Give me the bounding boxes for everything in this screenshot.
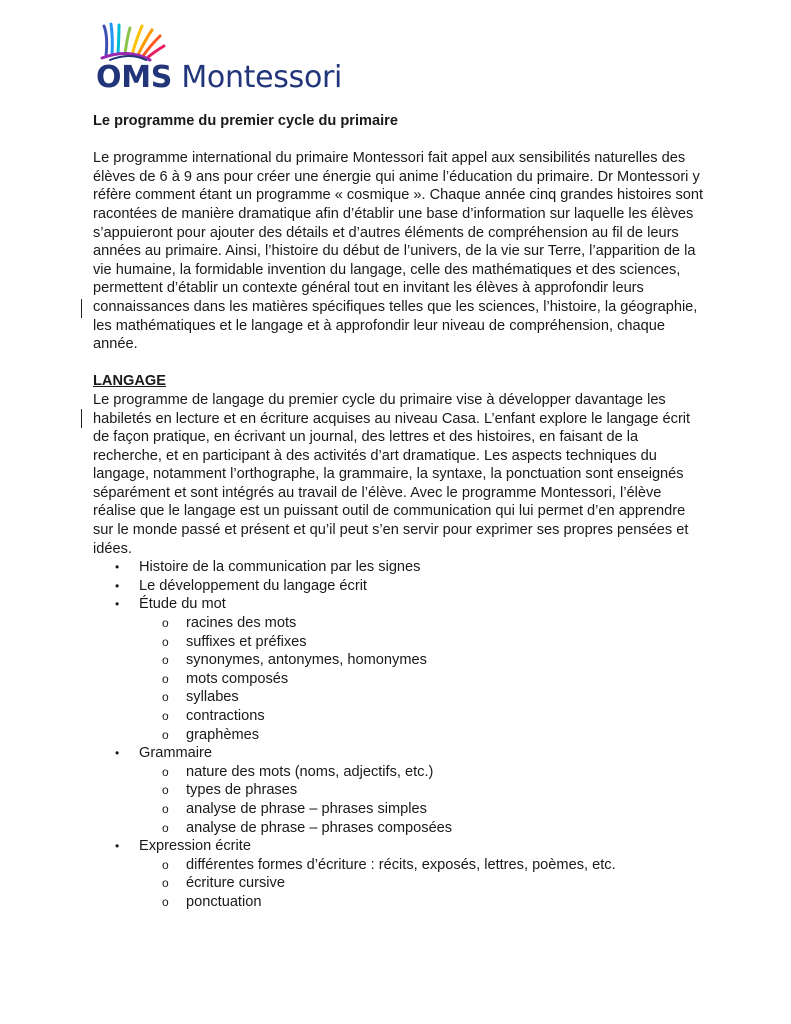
logo-montessori-text: Montessori [181,60,343,95]
circle-bullet-icon: o [162,894,169,909]
logo-wordmark [96,60,342,96]
sub-bullet-list [139,763,705,837]
sub-bullet-item [93,651,705,670]
sub-bullet-item [93,670,705,689]
circle-bullet-icon: o [162,801,169,816]
sub-bullet-list [139,856,705,912]
bullet-icon: • [115,560,120,575]
bullet-label: Le développement du langage écrit [139,577,367,594]
bullet-icon: • [115,746,120,761]
section-heading-langage: LANGAGE [93,373,166,390]
sub-bullet-item [93,614,705,633]
circle-bullet-icon: o [162,709,169,723]
edit-change-bar [81,299,82,318]
sub-bullet-label: racines des mots [186,615,297,632]
sub-bullet-label: ponctuation [186,893,262,910]
sub-bullet-item [93,800,705,819]
sub-bullet-label: contractions [186,708,265,724]
sub-bullet-label: mots composés [186,670,289,687]
sub-bullet-list [139,614,705,744]
logo-oms-text: OMS [96,60,173,95]
bullet-item [93,577,705,596]
sub-bullet-item [93,893,705,912]
spacer [93,131,705,150]
spacer [93,354,705,373]
bullet-icon: • [115,597,120,612]
bullet-label: Grammaire [139,745,212,762]
bullet-icon: • [115,839,120,854]
sub-bullet-label: syllabes [186,689,239,706]
circle-bullet-icon: o [162,671,169,686]
sub-bullet-item [93,781,705,800]
sub-bullet-item [93,819,705,838]
sub-bullet-label: types de phrases [186,782,298,799]
circle-bullet-icon: o [162,690,169,705]
circle-bullet-icon: o [162,820,169,835]
bullet-item [93,558,705,577]
sub-bullet-item [93,874,705,893]
bullet-label: Étude du mot [139,596,226,613]
sub-bullet-label: synonymes, antonymes, homonymes [186,652,427,669]
topic-bullet-list [93,558,705,911]
sub-bullet-item [93,763,705,782]
bullet-label: Expression écrite [139,838,251,855]
document-title: Le programme du premier cycle du primaire [93,113,398,129]
bullet-item [93,744,705,837]
circle-bullet-icon: o [162,653,169,668]
bullet-icon: • [115,578,120,593]
bullet-label: Histoire de la communication par les signes [139,559,421,576]
sub-bullet-item [93,633,705,652]
oms-montessori-logo [96,22,343,97]
sub-bullet-label: graphèmes [186,726,260,743]
circle-bullet-icon: o [162,783,169,798]
sub-bullet-label: analyse de phrase – phrases composées [186,819,453,836]
rainbow-hands-icon [98,22,168,62]
sub-bullet-item [93,726,705,745]
circle-bullet-icon: o [162,857,169,872]
langage-paragraph: Le programme de langage du premier cycle du primaire vise à développer davantage les habiletés en lecture et en écriture acquises au niveau Casa. L’enfant explore le langage écrit de façon pratique, en écrivant un journal, des lettres et des histoires, en faisant de la recherche, et en participant à des activités d’art dramatique. Les aspects techniques du langage, notamment l’orthographe, la grammaire, la syntaxe, la ponctuation sont enseignés séparément et sont intégrés au travail de l’élève. Avec le programme Montessori, l’élève réalise que le langage est un puissant outil de communication qui lui permet d’en apprendre sur le monde passé et présent et qu’il peut s’en servir pour exprimer ses propres pensées et idées. [93,391,691,557]
sub-bullet-label: nature des mots (noms, adjectifs, etc.) [186,763,434,780]
bullet-item [93,837,705,911]
document-body [93,112,705,912]
sub-bullet-label: suffixes et préfixes [186,633,307,650]
sub-bullet-item [93,707,705,726]
sub-bullet-label: écriture cursive [186,875,285,892]
circle-bullet-icon: o [162,876,169,891]
sub-bullet-label: différentes formes d’écriture : récits, exposés, lettres, poèmes, etc. [186,856,616,873]
edit-change-bar [81,409,82,428]
intro-paragraph: Le programme international du primaire Montessori fait appel aux sensibilités naturelles des élèves de 6 à 9 ans pour créer une énergie qui anime l’éducation du primaire. Dr Montessori y réfère comment étant un programme « cosmique ». Chaque année cinq grandes histoires sont racontées de manière dramatique afin d’établir une base d’information sur laquelle les élèves s’appuieront pour ajouter des détails et d’autres éléments de compréhension au fil de leurs années au primaire. Ainsi, l’histoire du début de l’univers, de la vie sur Terre, l’apparition de la vie humaine, la formidable invention du langage, celle des mathématiques et des sciences, permettent d’établir un contexte général tout en invitant les élèves à approfondir leurs connaissances dans les matières spécifiques telles que les sciences, l’histoire, la géographie, les mathématiques et le langage et à approfondir leur niveau de compréhension, chaque année. [93,150,704,353]
circle-bullet-icon: o [162,616,169,631]
sub-bullet-item [93,688,705,707]
bullet-item [93,595,705,744]
circle-bullet-icon: o [162,764,169,779]
circle-bullet-icon: o [162,634,169,649]
circle-bullet-icon: o [162,727,169,742]
sub-bullet-label: analyse de phrase – phrases simples [186,800,427,817]
sub-bullet-item [93,856,705,875]
